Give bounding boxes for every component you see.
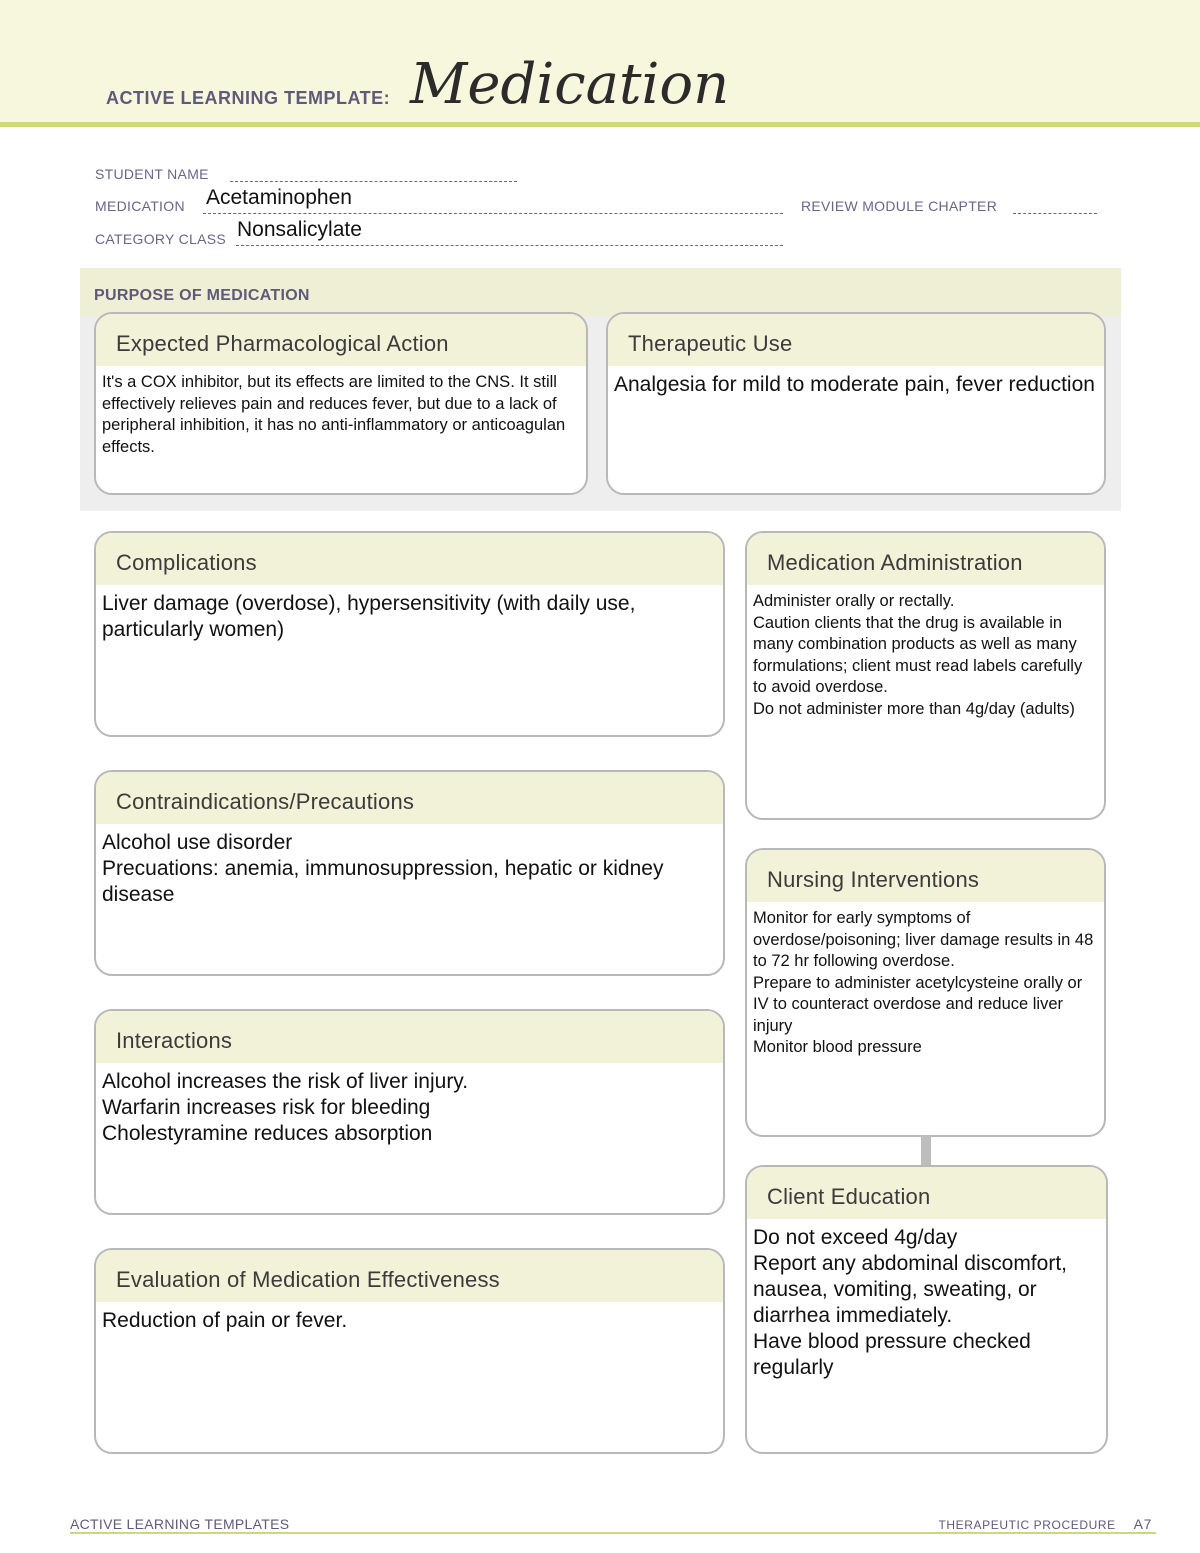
student-name-field[interactable] <box>230 181 517 182</box>
client-education-header <box>747 1167 1106 1219</box>
therapeutic-use-text: Analgesia for mild to moderate pain, fever reduction <box>614 373 1095 396</box>
evaluation-text: Reduction of pain or fever. <box>102 1309 348 1332</box>
administration-text: Administer orally or rectally. Caution clients that the drug is available in many combination products as well as many formulations; client must read labels carefully to avoid overdose. Do not administer more than 4g/day (adults) <box>753 592 1083 718</box>
category-class-field[interactable] <box>236 245 783 246</box>
page-number: A7 <box>1133 1516 1152 1532</box>
category-class-value: Nonsalicylate <box>237 218 362 241</box>
therapeutic-use-header <box>608 314 1104 366</box>
footer-right <box>938 1516 1152 1532</box>
contraindications-title: Contraindications/Precautions <box>116 789 415 814</box>
nursing-interventions-text: Monitor for early symptoms of overdose/poisoning; liver damage results in 48 to 72 hr following overdose. Prepare to administer acetylcysteine orally or IV to counteract overdose and reduce liver injury Monitor blood pressure <box>753 909 1094 1056</box>
complications-box <box>94 531 725 737</box>
client-education-box <box>745 1165 1108 1454</box>
nursing-interventions-box <box>745 848 1106 1137</box>
contraindications-box <box>94 770 725 976</box>
contraindications-text: Alcohol use disorder Precuations: anemia, immunosuppression, hepatic or kidney disease <box>102 831 664 906</box>
complications-text: Liver damage (overdose), hypersensitivity (with daily use, particularly women) <box>102 592 636 641</box>
interactions-text: Alcohol increases the risk of liver injury. Warfarin increases risk for bleeding Cholestyramine reduces absorption <box>102 1070 469 1145</box>
expected-action-text: It's a COX inhibitor, but its effects are limited to the CNS. It still effectively relieves pain and reduces fever, but due to a lack of peripheral inhibition, it has no anti-inflammatory or anticoagulan effects. <box>102 373 566 456</box>
evaluation-title: Evaluation of Medication Effectiveness <box>116 1267 500 1292</box>
nursing-interventions-header <box>747 850 1104 902</box>
interactions-box <box>94 1009 725 1215</box>
evaluation-header <box>96 1250 723 1302</box>
header-divider <box>0 122 1200 127</box>
complications-header <box>96 533 723 585</box>
review-module-field[interactable] <box>1013 213 1097 214</box>
footer-section: THERAPEUTIC PROCEDURE <box>938 1518 1116 1532</box>
interactions-header <box>96 1011 723 1063</box>
purpose-label: PURPOSE OF MEDICATION <box>94 287 310 304</box>
template-label: ACTIVE LEARNING TEMPLATE: <box>106 88 391 108</box>
interactions-title: Interactions <box>116 1028 233 1053</box>
nursing-interventions-title: Nursing Interventions <box>767 867 980 892</box>
student-name-label: STUDENT NAME <box>95 166 209 182</box>
client-education-text: Do not exceed 4g/day Report any abdominal discomfort, nausea, vomiting, sweating, or diarrhea immediately. Have blood pressure checked regularly <box>753 1226 1067 1379</box>
expected-action-header <box>96 314 586 366</box>
administration-title: Medication Administration <box>767 550 1023 575</box>
therapeutic-use-box <box>606 312 1106 495</box>
expected-action-box <box>94 312 588 495</box>
evaluation-box <box>94 1248 725 1454</box>
contraindications-header <box>96 772 723 824</box>
medication-label: MEDICATION <box>95 198 185 214</box>
footer-left: ACTIVE LEARNING TEMPLATES <box>70 1516 290 1532</box>
footer-divider <box>70 1532 1156 1534</box>
medication-field[interactable] <box>203 213 783 214</box>
complications-title: Complications <box>116 550 257 575</box>
purpose-header <box>80 268 1121 316</box>
review-module-label: REVIEW MODULE CHAPTER <box>801 198 998 214</box>
client-education-title: Client Education <box>767 1184 931 1209</box>
administration-box <box>745 531 1106 820</box>
section-connector <box>921 1135 931 1167</box>
administration-header <box>747 533 1104 585</box>
category-class-label: CATEGORY CLASS <box>95 231 227 247</box>
expected-action-title: Expected Pharmacological Action <box>116 331 449 356</box>
page-title: Medication <box>410 52 730 117</box>
therapeutic-use-title: Therapeutic Use <box>628 331 793 356</box>
medication-value: Acetaminophen <box>206 186 352 209</box>
